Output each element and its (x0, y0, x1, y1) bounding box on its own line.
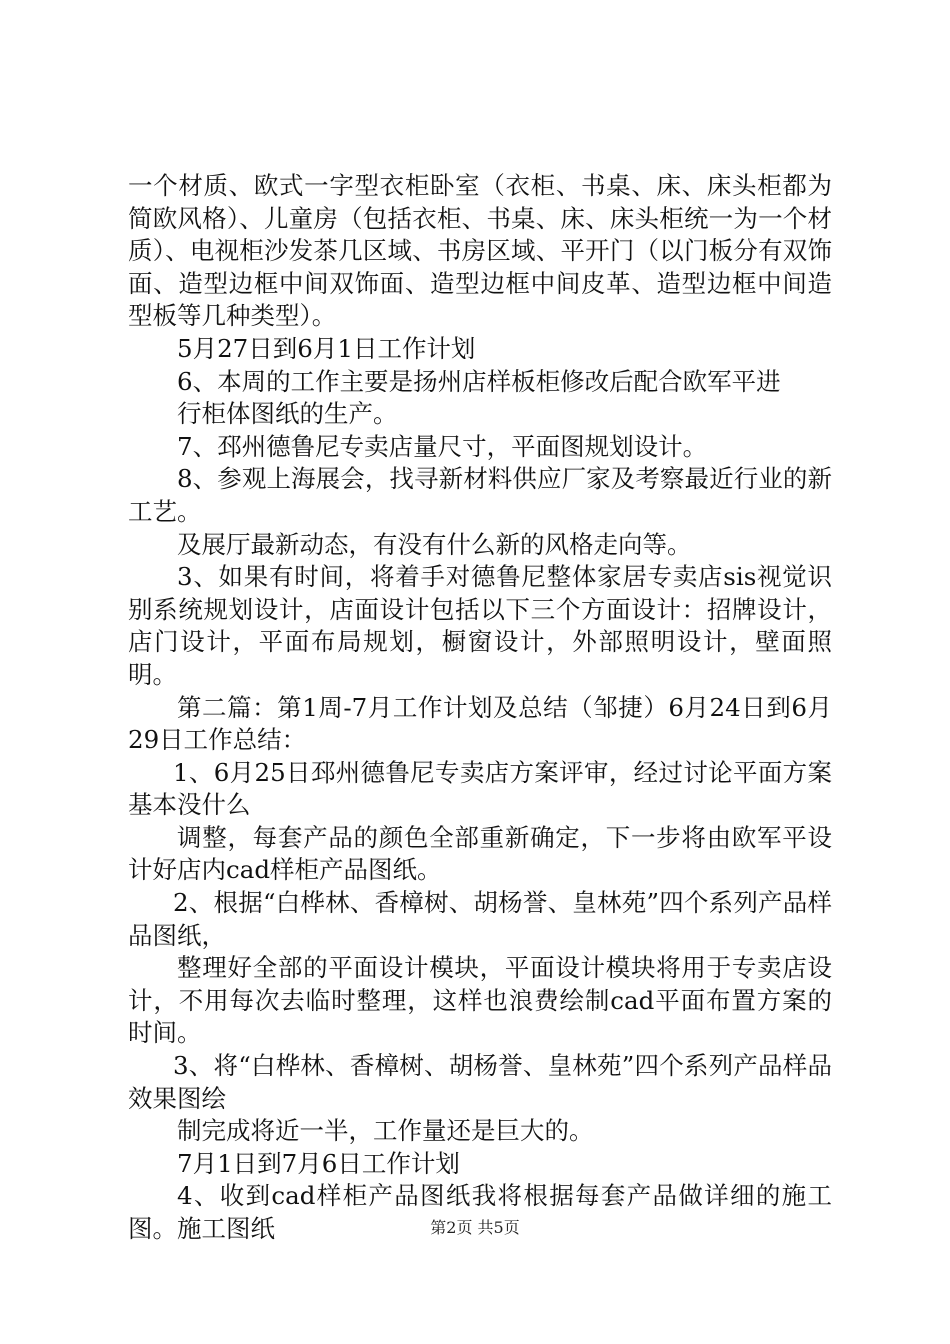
paragraph-item-7: 7、邳州德鲁尼专卖店量尺寸，平面图规划设计。 (177, 431, 708, 461)
paragraph-materials: 一个材质、欧式一字型衣柜卧室（衣柜、书桌、床、床头柜都为简欧风格）、儿童房（包括衣柜、书桌、床、床头柜统一为一个材质）、电视柜沙发茶几区域、书房区域、平开门（以门板分有双饰面、造型边框中间双饰面、造型边框中间皮革、造型边框中间造型板等几种类型）。 (128, 171, 832, 331)
document-body (128, 170, 832, 1246)
paragraph-item-6-cont: 行柜体图纸的生产。 (177, 399, 398, 429)
paragraph-summary-1-cont: 调整，每套产品的颜色全部重新确定，下一步将由欧军平设计好店内cad样柜产品图纸。 (128, 822, 832, 885)
paragraph-item-6: 6、本周的工作主要是扬州店样板柜修改后配合欧军平进 (177, 366, 781, 396)
heading-may27-plan: 5月27日到6月1日工作计划 (177, 333, 476, 363)
page-number-footer: 第2页 共5页 (430, 1218, 520, 1237)
paragraph-item-8: 8、参观上海展会，找寻新材料供应厂家及考察最近行业的新工艺。 (128, 464, 832, 526)
paragraph-summary-3-cont: 制完成将近一半，工作量还是巨大的。 (177, 1116, 594, 1146)
paragraph-plan-4: 4、收到cad样柜产品图纸我将根据每套产品做详细的施工图。施工图纸 (128, 1181, 832, 1243)
paragraph-summary-2-cont: 整理好全部的平面设计模块，平面设计模块将用于专卖店设计，不用每次去临时整理，这样也浪费绘制cad平面布置方案的时间。 (128, 953, 832, 1048)
heading-july1-plan: 7月1日到7月6日工作计划 (177, 1148, 460, 1178)
paragraph-summary-2: 2、根据“白桦林、香樟树、胡杨誉、皇林苑”四个系列产品样品图纸， (128, 888, 832, 950)
paragraph-summary-1: 1、6月25日邳州德鲁尼专卖店方案评审，经过讨论平面方案基本没什么 (128, 757, 832, 820)
paragraph-item-8-cont: 及展厅最新动态，有没有什么新的风格走向等。 (177, 529, 692, 559)
paragraph-summary-3: 3、将“白桦林、香樟树、胡杨誉、皇林苑”四个系列产品样品效果图绘 (128, 1051, 832, 1113)
paragraph-item-3-sis: 3、如果有时间，将着手对德鲁尼整体家居专卖店sis视觉识别系统规划设计，店面设计包括以下三个方面设计：招牌设计，店门设计，平面布局规划，橱窗设计，外部照明设计，壁面照明。 (128, 562, 832, 689)
heading-part-two: 第二篇：第1周-7月工作计划及总结（邹捷）6月24日到6月29日工作总结： (128, 692, 832, 755)
